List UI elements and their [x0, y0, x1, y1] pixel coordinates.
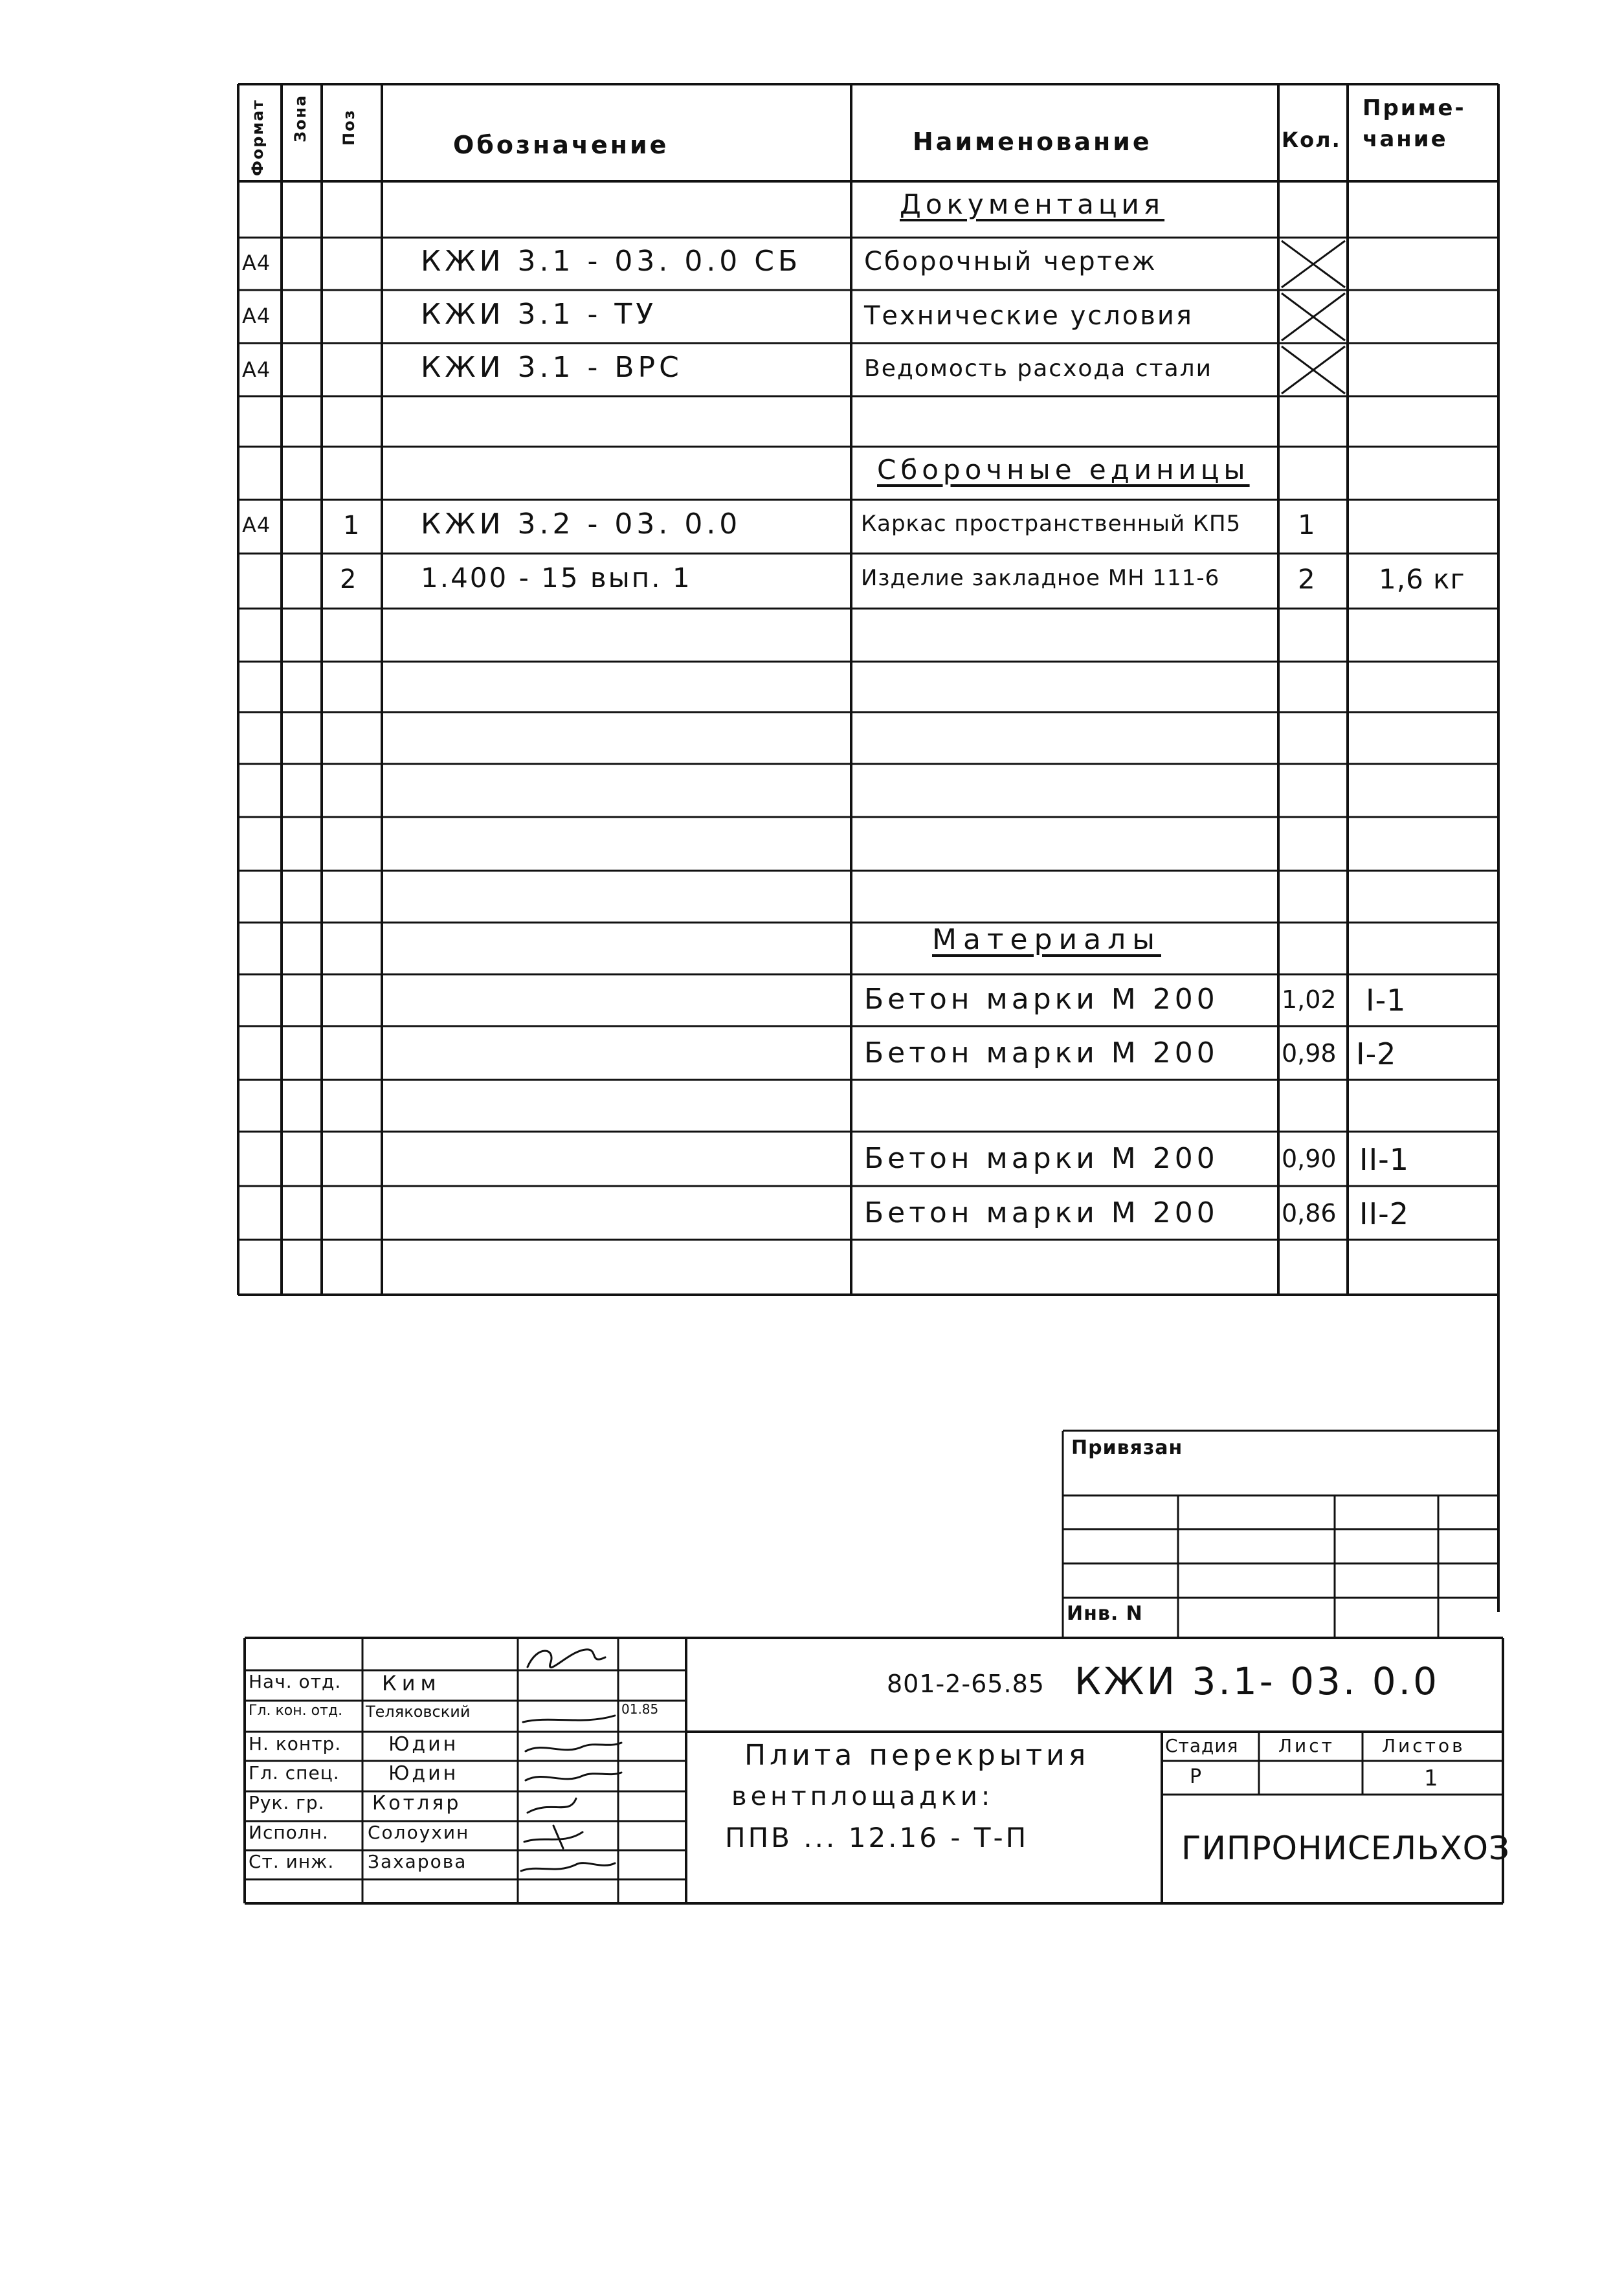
staff-name: Ким	[382, 1671, 441, 1696]
row-designation: КЖИ 3.1 - 03. 0.0 СБ	[421, 245, 802, 278]
organization-name: ГИПРОНИСЕЛЬХОЗ	[1181, 1830, 1511, 1867]
header-note-line1: Приме-	[1363, 95, 1466, 121]
sheet-label: Лист	[1278, 1735, 1335, 1756]
title-line3: ППВ ... 12.16 - Т-П	[725, 1822, 1029, 1853]
row-designation: КЖИ 3.1 - ТУ	[421, 298, 658, 331]
row-name: Бетон марки М 200	[864, 1196, 1219, 1229]
header-qty: Кол.	[1282, 128, 1341, 152]
staff-role: Рук. гр.	[249, 1792, 325, 1813]
staff-role: Нач. отд.	[249, 1671, 342, 1692]
staff-role: Гл. спец.	[249, 1762, 340, 1784]
row-name: Ведомость расхода стали	[864, 355, 1213, 382]
header-zone: Зона	[291, 94, 309, 142]
binding-label: Привязан	[1071, 1437, 1183, 1459]
row-note: I-1	[1366, 983, 1407, 1018]
row-format: А4	[242, 357, 271, 382]
section-materials: Материалы	[932, 923, 1161, 956]
staff-name: Теляковский	[366, 1703, 471, 1721]
stage-label: Стадия	[1165, 1735, 1239, 1756]
row-note: I-2	[1356, 1036, 1397, 1071]
staff-role: Гл. кон. отд.	[249, 1703, 343, 1719]
row-format: А4	[242, 513, 271, 537]
row-name: Бетон марки М 200	[864, 1142, 1219, 1175]
row-qty: 0,98	[1282, 1039, 1337, 1068]
row-pos: 2	[340, 565, 357, 594]
row-qty: 2	[1298, 563, 1316, 595]
header-designation: Обозначение	[453, 131, 669, 159]
row-format: А4	[242, 304, 271, 328]
row-designation: КЖИ 3.2 - 03. 0.0	[421, 508, 742, 541]
staff-role: Н. контр.	[249, 1733, 342, 1754]
doc-code: КЖИ 3.1- 03. 0.0	[1074, 1659, 1440, 1703]
row-note: 1,6 кг	[1379, 563, 1465, 595]
section-assembly: Сборочные единицы	[877, 454, 1250, 486]
doc-prefix: 801-2-65.85	[887, 1670, 1045, 1698]
row-note: II-1	[1359, 1142, 1409, 1177]
row-designation: КЖИ 3.1 - ВРС	[421, 351, 683, 384]
staff-name: Солоухин	[368, 1822, 470, 1843]
header-name: Наименование	[913, 128, 1152, 156]
row-name: Сборочный чертеж	[864, 247, 1157, 276]
row-designation: 1.400 - 15 вып. 1	[421, 562, 692, 594]
title-line1: Плита перекрытия	[744, 1739, 1090, 1772]
row-qty: 0,90	[1282, 1145, 1337, 1173]
row-format: А4	[242, 251, 271, 275]
row-name: Каркас пространственный КП5	[861, 511, 1241, 537]
header-format: Формат	[249, 98, 267, 176]
row-qty: 1,02	[1282, 985, 1337, 1014]
staff-role: Исполн.	[249, 1822, 329, 1843]
header-note-line2: чание	[1363, 126, 1448, 152]
row-pos: 1	[343, 511, 361, 541]
staff-name: Котляр	[372, 1792, 462, 1815]
staff-role: Ст. инж.	[249, 1851, 335, 1872]
staff-name: Захарова	[368, 1851, 467, 1872]
row-name: Технические условия	[864, 301, 1194, 331]
header-pos: Поз	[340, 109, 358, 146]
sheets-label: Листов	[1382, 1735, 1465, 1756]
title-line2: вентплощадки:	[731, 1782, 994, 1811]
row-qty: 0,86	[1282, 1199, 1337, 1227]
signature-date: 01.85	[621, 1701, 659, 1717]
stage-value: Р	[1190, 1765, 1203, 1788]
row-name: Бетон марки М 200	[864, 983, 1219, 1016]
row-name: Бетон марки М 200	[864, 1036, 1219, 1069]
row-qty: 1	[1298, 509, 1316, 541]
staff-name: Юдин	[388, 1762, 459, 1785]
binding-inv: Инв. N	[1067, 1602, 1143, 1625]
sheets-value: 1	[1424, 1765, 1439, 1791]
row-name: Изделие закладное МН 111-6	[861, 565, 1220, 591]
staff-name: Юдин	[388, 1733, 459, 1756]
section-documentation: Документация	[900, 188, 1165, 220]
row-note: II-2	[1359, 1196, 1409, 1231]
